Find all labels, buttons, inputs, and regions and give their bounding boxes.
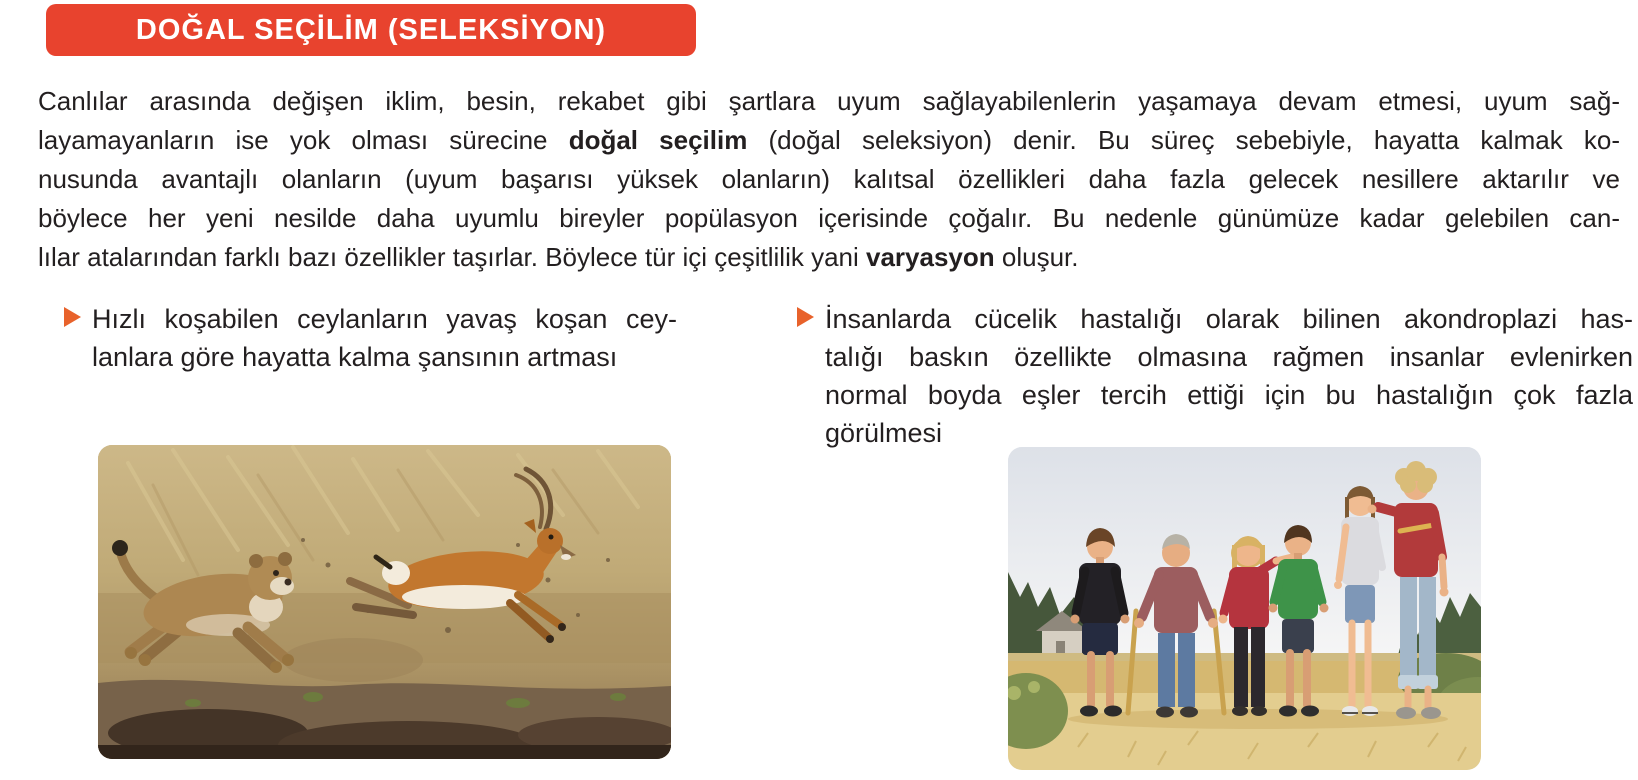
bullet-marker	[797, 300, 825, 452]
text-line: lılar atalarından farklı bazı özellikler taşırlar. Böylece tür içi çeşitlilik yani varyasyon oluşur.	[38, 242, 1079, 272]
intro-paragraph	[38, 82, 1620, 277]
text-line: Canlılar arasında değişen iklim, besin, rekabet gibi şartlara uyum sağlayabilenlerin yaşamaya devam etmesi, uyum sağ-	[38, 86, 1620, 116]
bullet-item-achondroplasia	[797, 300, 1633, 452]
triangle-bullet-icon	[797, 307, 814, 327]
savanna-chase-illustration	[98, 445, 671, 759]
text-line: nusunda avantajlı olanların (uyum başarısı yüksek olanların) kalıtsal özellikleri daha fazla gelecek nesillere aktarılır ve	[38, 164, 1620, 194]
text-line: lanlara göre hayatta kalma şansının artması	[92, 342, 618, 372]
bullet-marker	[64, 300, 92, 376]
bullet-text-gazelle	[92, 300, 677, 376]
triangle-bullet-icon	[64, 307, 81, 327]
text-line: layamayanların ise yok olması sürecine doğal seçilim (doğal seleksiyon) denir. Bu süreç sebebiyle, hayatta kalmak ko-	[38, 125, 1620, 155]
text-line: Hızlı koşabilen ceylanların yavaş koşan cey-	[92, 304, 677, 334]
bullet-text-achondroplasia	[825, 300, 1633, 452]
family-figure	[1008, 447, 1481, 770]
text-line: İnsanlarda cücelik hastalığı olarak bilinen akondroplazi has-	[825, 304, 1633, 334]
section-header	[46, 4, 696, 56]
text-line: talığı baskın özellikte olmasına rağmen insanlar evlenirken	[825, 342, 1633, 372]
text-line: böylece her yeni nesilde daha uyumlu bireyler popülasyon içerisinde çoğalır. Bu nedenle günümüze kadar gelebilen can-	[38, 203, 1620, 233]
dust-cloud	[283, 638, 423, 682]
text-line: normal boyda eşler tercih ettiği için bu hastalığın çok fazla	[825, 380, 1633, 410]
section-title: DOĞAL SEÇİLİM (SELEKSİYON)	[135, 13, 607, 46]
bullet-item-gazelle	[64, 300, 677, 376]
family-illustration	[1008, 447, 1481, 770]
text-line: görülmesi	[825, 418, 943, 448]
lioness-gazelle-figure	[98, 445, 671, 759]
